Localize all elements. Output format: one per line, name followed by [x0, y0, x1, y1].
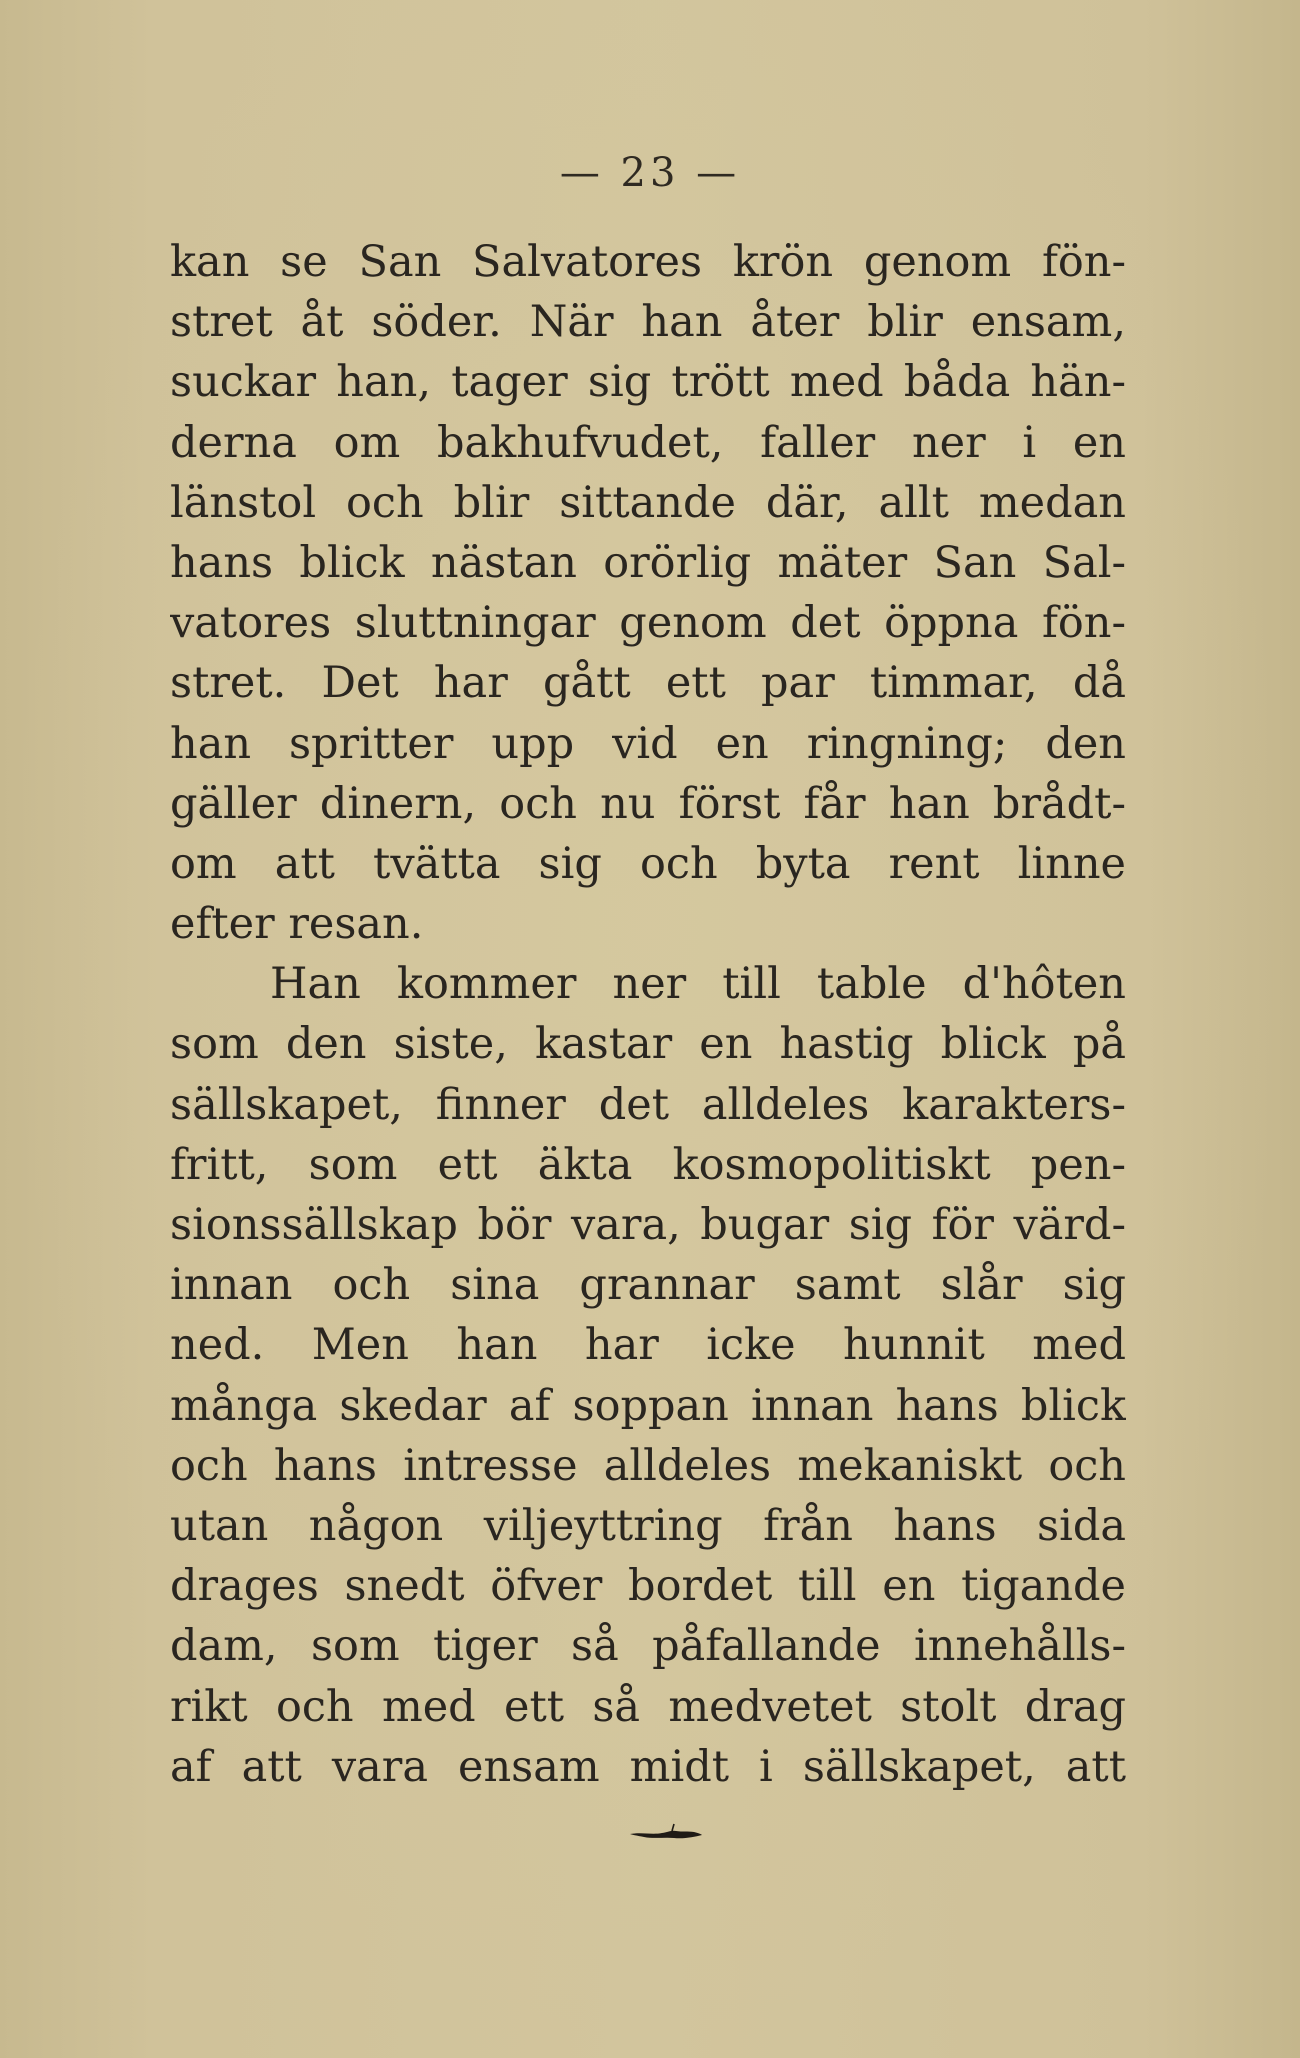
text-line: han spritter upp vid en ringning; den: [170, 718, 1126, 769]
text-line: länstol och blir sittande där, allt medan: [170, 477, 1126, 528]
text-line: hans blick nästan orörlig mäter San Sal-: [170, 537, 1126, 588]
text-line: af att vara ensam midt i sällskapet, att: [170, 1741, 1126, 1792]
text-line: sionssällskap bör vara, bugar sig för värd-: [170, 1200, 1126, 1250]
text-line: som den siste, kastar en hastig blick på: [170, 1019, 1126, 1070]
text-line: Han kommer ner till table d'hôten: [270, 959, 1126, 1010]
text-line: om att tvätta sig och byta rent linne: [170, 838, 1126, 889]
text-line: gäller dinern, och nu först får han brådt-: [170, 778, 1126, 829]
text-line: stret. Det har gått ett par timmar, då: [170, 658, 1126, 709]
text-line: stret åt söder. När han åter blir ensam,: [170, 297, 1126, 348]
text-line: utan någon viljeyttring från hans sida: [170, 1500, 1126, 1551]
text-line: kan se San Salvatores krön genom fön-: [170, 237, 1126, 287]
text-line: och hans intresse alldeles mekaniskt och: [170, 1440, 1126, 1491]
text-line: drages snedt öfver bordet till en tigande: [170, 1561, 1126, 1612]
text-line: rikt och med ett så medvetet stolt drag: [170, 1681, 1126, 1732]
printers-ornament-icon: [628, 1822, 704, 1844]
text-line: efter resan.: [170, 899, 424, 950]
body-text: [170, 232, 1126, 1797]
page-number: — 23 —: [559, 150, 741, 196]
text-line: många skedar af soppan innan hans blick: [170, 1380, 1126, 1431]
text-line: ned. Men han har icke hunnit med: [170, 1320, 1126, 1371]
text-line: fritt, som ett äkta kosmopolitiskt pen-: [170, 1139, 1126, 1190]
text-line: derna om bakhufvudet, faller ner i en: [170, 417, 1126, 468]
text-line: suckar han, tager sig trött med båda hän-: [170, 357, 1126, 408]
text-line: dam, som tiger så påfallande innehålls-: [170, 1621, 1126, 1672]
text-line: vatores sluttningar genom det öppna fön-: [170, 598, 1126, 649]
text-line: sällskapet, finner det alldeles karakters-: [170, 1079, 1126, 1130]
text-line: innan och sina grannar samt slår sig: [170, 1260, 1126, 1311]
